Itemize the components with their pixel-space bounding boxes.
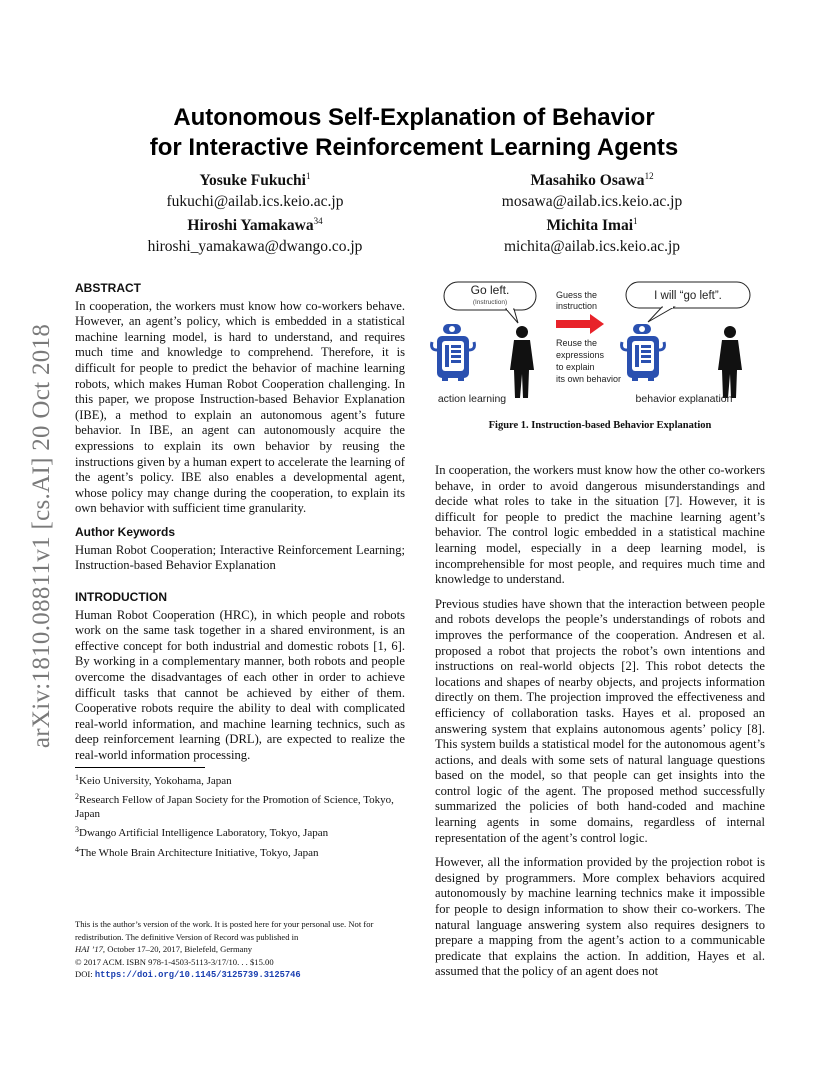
speech-bubble-right (626, 282, 750, 322)
doi-link[interactable]: https://doi.org/10.1145/3125739.3125746 (94, 970, 301, 981)
introduction-section (75, 590, 405, 764)
keywords-heading: Author Keywords (75, 525, 176, 539)
body-paragraph-3: However, all the information provided by the projection robot is designed by programmers. More complex behaviors acquired autonomously by machine learning technics make it impossible for people to design information to show their co-workers. The natural language answering system also requires designers to prepare a mapping from the agent’s action to a communicable predicate that explains the action. In addition, Hayes et al. assumed that the policy of an agent does not (435, 855, 765, 979)
author-block-osawa (422, 166, 762, 212)
title-line-1: Autonomous Self-Explanation of Behavior (173, 104, 655, 131)
person-left-icon (510, 326, 534, 398)
keywords-text: Human Robot Cooperation; Interactive Reinforcement Learning; Instruction-based Behavior Explanation (75, 542, 405, 573)
author-name: Masahiko Osawa (530, 172, 645, 189)
bubble-left-text: Go left. (470, 283, 510, 297)
keywords-section (75, 525, 405, 574)
guess-text-line-1: Guess the (556, 290, 598, 300)
author-block-fukuchi (85, 166, 425, 212)
bubble-right-text: I will “go left”. (654, 290, 722, 302)
label-behavior-explanation: behavior explanation (635, 393, 733, 405)
body-paragraph-2: Previous studies have shown that the interaction between people and robots develops the people’s understandings of robots and improves the performance of the cooperation. Andresen et al. proposed a robot that projects the robot’s own intentions and instructions on real-world objects [2]. This robot detects the locations and shapes of nearby objects, and projects information directly on them. The projection improved the effectiveness and efficiency of collaboration tasks. Hayes et al. proposed an answering system that explains autonomous agents’ policy [8]. This system builds a statistical model for the autonomous agent’s actions, and deals with some sets of natural language questions based on the model, so that people can get insights into the control logic of the agent. The proposed method successfully summarized the policies of both hand-coded and machine learning agents in some domains, regardless of internal representation of the agent’s control logic. (435, 596, 765, 845)
paper-title (0, 103, 828, 163)
footnote-item: $^2$Research Fellow of Japan Society for the Promotion of Science, Tokyo, Japan (75, 792, 394, 820)
figure-1 (430, 278, 770, 413)
introduction-text: Human Robot Cooperation (HRC), in which people and robots work on the same task together in a shared environment, is an effective concept for both industrial and domestic robots [1, 6]. By working in a complementary manner, both robots and people overcome the disadvantages of each other in order to achieve difficult tasks that cannot be achieved by either of them. Cooperative robots require the ability to deal with complicated real-world information, and machine learning technics, such as deep reinforcement learning (DRL), are expected to realize the real-world information processing. (75, 607, 405, 762)
author-block-imai (422, 211, 762, 257)
copyright-block (75, 918, 415, 982)
copyright-venue: HAI ’17, October 17–20, 2017, Bielefeld, Germany (75, 944, 253, 955)
author-name: Yosuke Fukuchi (199, 172, 306, 189)
footnote-item: $^4$The Whole Brain Architecture Initiative, Tokyo, Japan (75, 844, 319, 859)
author-block-yamakawa (85, 211, 425, 257)
footnote-divider (75, 767, 205, 768)
copyright-notice: This is the author’s version of the work. It is posted here for your personal use. Not for redistribution. The definitive Version of Record was published in (75, 919, 374, 942)
author-email: fukuchi@ailab.ics.keio.ac.jp (166, 193, 344, 210)
author-affiliation-marker: 12 (644, 171, 654, 181)
author-name: Hiroshi Yamakawa (187, 217, 314, 234)
body-right-column (435, 463, 765, 989)
author-email: michita@ailab.ics.keio.ac.jp (503, 238, 681, 255)
abstract-section (75, 281, 405, 517)
body-paragraph-1: In cooperation, the workers must know how the other co-workers behave, in order to avoid dangerous misunderstandings and decide what roles to take in the situation [7]. However, it is difficult for people to predict the machine learning agent’s behavior. The control logic embedded in a statistical machine learning model, especially in a deep learning model, is incomprehensible for most people, and requires much time and knowledge to understand. (435, 463, 765, 587)
red-arrow-icon (556, 314, 604, 334)
introduction-heading: INTRODUCTION (75, 590, 167, 604)
robot-right-icon (622, 324, 665, 381)
author-affiliation-marker: 1 (633, 216, 638, 226)
speech-bubble-left (444, 282, 536, 323)
bubble-left-subtext: (Instruction) (472, 299, 508, 306)
author-email: mosawa@ailab.ics.keio.ac.jp (501, 193, 683, 210)
label-action-learning: action learning (437, 393, 507, 405)
figure-illustration (430, 278, 770, 413)
title-line-2: for Interactive Reinforcement Learning Agents (149, 134, 679, 161)
abstract-heading: ABSTRACT (75, 281, 141, 295)
author-affiliation-marker: 34 (313, 216, 323, 226)
figure-caption: Figure 1. Instruction-based Behavior Explanation (488, 420, 712, 431)
reuse-text-line-4: its own behavior (556, 374, 622, 384)
reuse-text-line-2: expressions (556, 350, 605, 360)
footnote-item: $^1$Keio University, Yokohama, Japan (75, 773, 232, 787)
footnote-item: $^3$Dwango Artificial Intelligence Laboratory, Tokyo, Japan (75, 825, 329, 840)
guess-text-line-2: instruction (556, 301, 598, 311)
copyright-isbn: © 2017 ACM. ISBN 978-1-4503-5113-3/17/10. . . $15.00 (75, 956, 274, 967)
robot-left-icon (432, 324, 475, 381)
author-affiliation-marker: 1 (305, 171, 311, 181)
reuse-text-line-3: to explain (556, 362, 595, 372)
person-right-icon (718, 326, 742, 398)
author-name: Michita Imai (546, 217, 634, 234)
copyright-doi: DOI: https://doi.org/10.1145/3125739.3125746 (75, 969, 301, 981)
abstract-text: In cooperation, the workers must know how co-workers behave. However, an agent’s policy, which is embedded in a statistical machine learning model, is hard to understand, and requires much time and knowledge to comprehend. Therefore, it is difficult for people to predict the behavior of machine learning robots, which makes Human Robot Cooperation challenging. In this paper, we propose Instruction-based Behavior Explanation (IBE), a method to explain an autonomous agent’s future behavior. In IBE, an agent can autonomously acquire the expressions to explain its own behavior by reusing the instructions given by a human expert to accelerate the learning of the agent’s policy. IBE also enables a developmental agent, whose policy may change during the cooperation, to explain its own behavior with sufficient time granularity. (75, 298, 405, 516)
footnotes (75, 771, 415, 862)
arxiv-identifier-stamp: arXiv:1810.08811v1 [cs.AI] 20 Oct 2018 (28, 323, 55, 749)
reuse-text-line-1: Reuse the (556, 338, 598, 348)
author-email: hiroshi_yamakawa@dwango.co.jp (147, 238, 363, 255)
